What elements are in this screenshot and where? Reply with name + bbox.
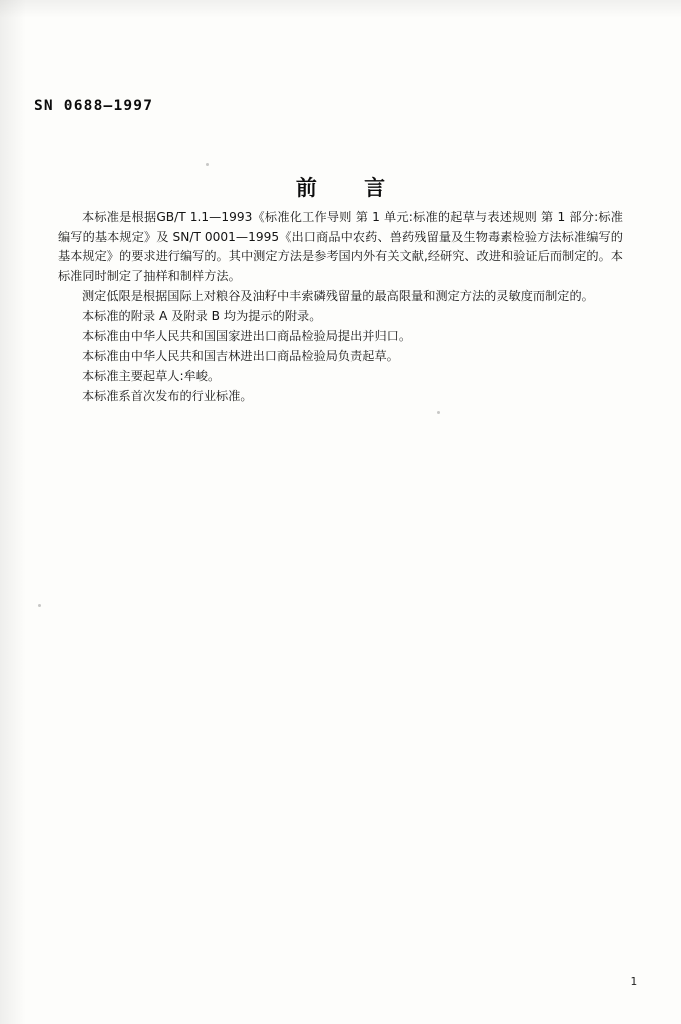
paragraph: 本标准由中华人民共和国国家进出口商品检验局提出并归口。 bbox=[82, 329, 412, 344]
scan-edge-shadow-left bbox=[0, 0, 26, 1024]
foreword-body bbox=[58, 208, 623, 407]
page-number: 1 bbox=[630, 975, 637, 988]
paragraph: 本标准由中华人民共和国吉林进出口商品检验局负责起草。 bbox=[82, 349, 399, 364]
standard-number: SN 0688—1997 bbox=[34, 98, 154, 114]
paragraph: 测定低限是根据国际上对粮谷及油籽中丰索磷残留量的最高限量和测定方法的灵敏度而制定的。 bbox=[82, 288, 594, 303]
scan-speck bbox=[437, 411, 440, 414]
paragraph: 本标准的附录 A 及附录 B 均为提示的附录。 bbox=[82, 308, 322, 323]
scan-speck bbox=[206, 163, 209, 166]
paragraph: 本标准系首次发布的行业标准。 bbox=[82, 389, 253, 404]
scan-speck bbox=[38, 604, 41, 607]
paragraph: 本标准是根据GB/T 1.1—1993《标准化工作导则 第 1 单元:标准的起草与表述规则 第 1 部分:标准编写的基本规定》及 SN/T 0001—1995《出口商品中农药、兽药残留量及生物毒素检验方法标准编写的基本规定》的要求进行编写的。其中测定方法是参考国内外有关文献,经研究、改进和验证后而制定的。本标准同时制定了抽样和制样方法。 bbox=[58, 210, 623, 283]
paragraph: 本标准主要起草人:牟峻。 bbox=[82, 369, 221, 384]
page-title: 前 言 bbox=[295, 176, 406, 200]
scan-edge-shadow-top bbox=[0, 0, 681, 18]
